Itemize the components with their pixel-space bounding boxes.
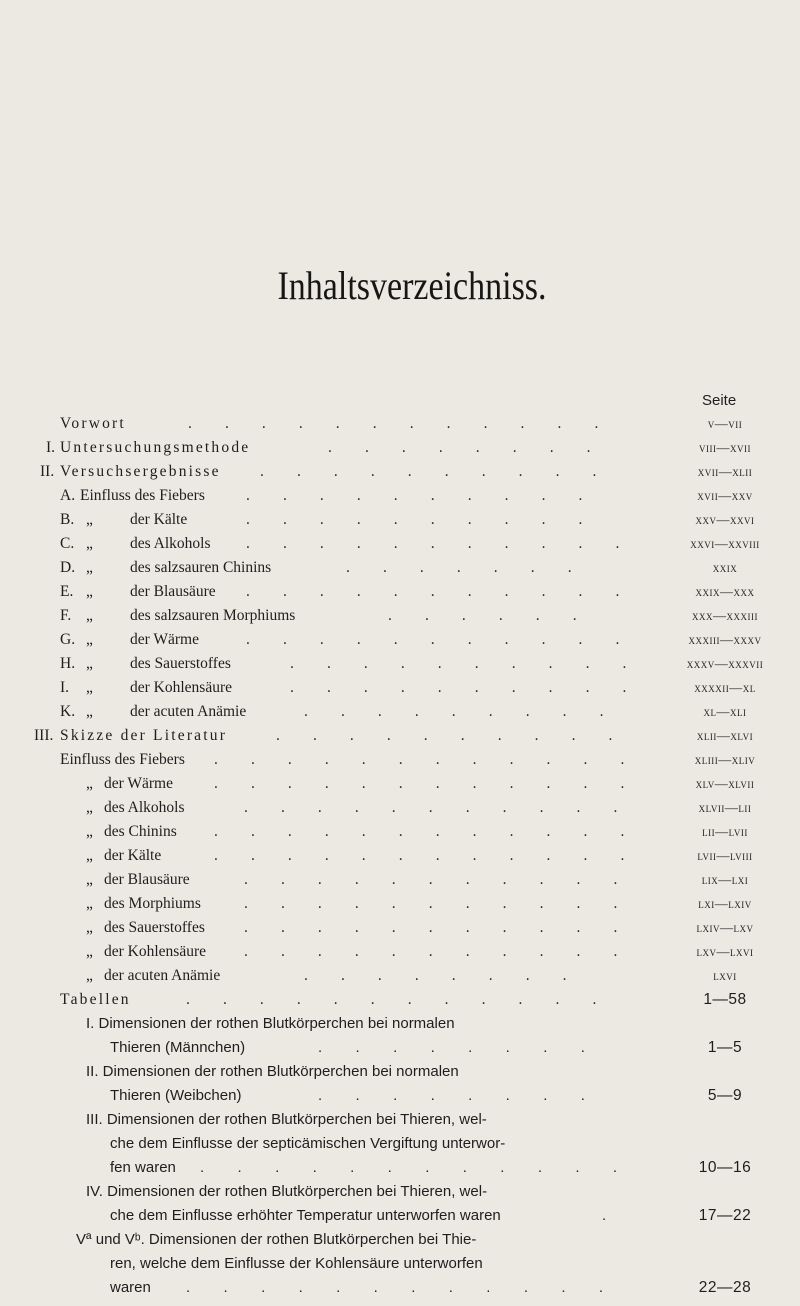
- toc-entry: G. „ der Wärme . . . . . . . . . . . xxxiii—xxxv: [0, 628, 800, 652]
- entry-label: Versuchsergebnisse: [60, 463, 221, 480]
- toc-entry: „ des Chinins . . . . . . . . . . . . lii—lvii: [0, 820, 800, 844]
- ditto-mark: „: [86, 895, 93, 912]
- entry-pages: xvii—xlii: [697, 464, 753, 479]
- entry-label: des Sauerstoffes: [130, 655, 231, 672]
- toc-entry: [0, 1180, 800, 1204]
- ditto-mark: „: [86, 559, 93, 576]
- entry-label: des Morphiums: [104, 895, 201, 912]
- entry-label: Skizze der Literatur: [60, 727, 228, 744]
- entry-pages: lxi—lxiv: [698, 896, 752, 911]
- toc-entry: C. „ des Alkohols . . . . . . . . . . . xxvi—xxviii: [0, 532, 800, 556]
- toc-entry: „ der Blausäure . . . . . . . . . . . lix—lxi: [0, 868, 800, 892]
- entry-pages: xxix: [712, 560, 738, 575]
- toc-entry: A. Einfluss des Fiebers . . . . . . . . . . xvii—xxv: [0, 484, 800, 508]
- toc-entry: E. „ der Blausäure . . . . . . . . . . . xxix—xxx: [0, 580, 800, 604]
- ditto-mark: „: [86, 799, 93, 816]
- toc-entry: Tabellen . . . . . . . . . . . . 1—58: [0, 988, 800, 1012]
- entry-label: der Kälte: [130, 511, 188, 528]
- toc-entry: „ der Wärme . . . . . . . . . . . . xlv—xlvii: [0, 772, 800, 796]
- entry-pages: xlii—xlvi: [696, 728, 754, 743]
- entry-label: che dem Einflusse der septicämischen Vergiftung unterwor-: [110, 1135, 506, 1152]
- entry-pages: 10—16: [698, 1159, 752, 1176]
- toc-entry: D. „ des salzsauren Chinins . . . . . . . xxix: [0, 556, 800, 580]
- entry-pages: xvii—xxv: [697, 488, 753, 503]
- entry-label: der Wärme: [104, 775, 173, 792]
- entry-label: ren, welche dem Einflusse der Kohlensäure unterworfen: [110, 1255, 483, 1272]
- entry-pages: viii—xvii: [699, 440, 751, 455]
- entry-label: Vorwort: [60, 415, 126, 432]
- toc-entry: fen waren . . . . . . . . . . . . 10—16: [0, 1156, 800, 1180]
- toc-entry: I. „ der Kohlensäure . . . . . . . . . . xxxxii—xl: [0, 676, 800, 700]
- entry-pages: lxvi: [713, 968, 737, 983]
- toc-entry: „ der acuten Anämie . . . . . . . . lxvi: [0, 964, 800, 988]
- ditto-mark: „: [86, 511, 93, 528]
- ditto-mark: „: [86, 535, 93, 552]
- entry-letter: F.: [60, 607, 72, 624]
- entry-pages: 1—58: [703, 991, 747, 1008]
- entry-label: des Alkohols: [130, 535, 211, 552]
- entry-pages: lvii—lviii: [697, 848, 753, 863]
- page-title: Inhaltsverzeichniss.: [277, 263, 547, 308]
- toc-entry: K. „ der acuten Anämie . . . . . . . . . xl—xli: [0, 700, 800, 724]
- entry-letter: B.: [60, 511, 75, 528]
- ditto-mark: „: [86, 823, 93, 840]
- toc-entry: „ des Alkohols . . . . . . . . . . . xlvii—lii: [0, 796, 800, 820]
- toc-entry: [0, 1228, 800, 1252]
- toc-entry: [0, 1012, 800, 1036]
- entry-label: Vª und Vᵇ. Dimensionen der rothen Blutkörperchen bei Thie-: [76, 1231, 477, 1248]
- entry-pages: xlv—xlvii: [695, 776, 755, 791]
- entry-label: der Blausäure: [104, 871, 190, 888]
- entry-label: Thieren (Weibchen): [110, 1087, 242, 1104]
- entry-number: II.: [40, 463, 55, 480]
- entry-pages: xxxiii—xxxv: [688, 632, 762, 647]
- ditto-mark: „: [86, 655, 93, 672]
- ditto-mark: „: [86, 703, 93, 720]
- entry-pages: xxxxii—xl: [694, 680, 756, 695]
- entry-label: der Kohlensäure: [104, 943, 206, 960]
- entry-pages: 22—28: [698, 1279, 752, 1296]
- toc-entry: I. Untersuchungsmethode . . . . . . . . viii—xvii: [0, 436, 800, 460]
- entry-label: Thieren (Männchen): [110, 1039, 246, 1056]
- ditto-mark: „: [86, 607, 93, 624]
- entry-label: der acuten Anämie: [130, 703, 247, 720]
- entry-label: waren: [110, 1279, 151, 1296]
- ditto-mark: „: [86, 631, 93, 648]
- entry-label: IV. Dimensionen der rothen Blutkörperchen bei Thieren, wel-: [86, 1183, 488, 1200]
- entry-label: der Blausäure: [130, 583, 216, 600]
- toc-entry: che dem Einflusse erhöhter Temperatur unterworfen waren . 17—22: [0, 1204, 800, 1228]
- entry-label: Einfluss des Fiebers: [60, 751, 185, 768]
- toc-entry: „ des Sauerstoffes . . . . . . . . . . . lxiv—lxv: [0, 916, 800, 940]
- entry-pages: 17—22: [698, 1207, 752, 1224]
- entry-pages: lix—lxi: [701, 872, 749, 887]
- entry-letter: H.: [60, 655, 76, 672]
- entry-letter: K.: [60, 703, 76, 720]
- ditto-mark: „: [86, 847, 93, 864]
- entry-label: Untersuchungsmethode: [60, 439, 251, 456]
- entry-pages: xl—xli: [703, 704, 747, 719]
- toc-entry: II. Versuchsergebnisse . . . . . . . . . . xvii—xlii: [0, 460, 800, 484]
- entry-letter: D.: [60, 559, 76, 576]
- entry-label: der Wärme: [130, 631, 199, 648]
- entry-letter: E.: [60, 583, 74, 600]
- entry-pages: 5—9: [707, 1087, 743, 1104]
- entry-label: der Kälte: [104, 847, 162, 864]
- ditto-mark: „: [86, 679, 93, 696]
- ditto-mark: „: [86, 943, 93, 960]
- toc-entry: Thieren (Männchen) . . . . . . . . 1—5: [0, 1036, 800, 1060]
- entry-label: fen waren: [110, 1159, 176, 1176]
- entry-label: I. Dimensionen der rothen Blutkörperchen bei normalen: [86, 1015, 455, 1032]
- entry-label: che dem Einflusse erhöhter Temperatur unterworfen waren: [110, 1207, 501, 1224]
- toc-entry: [0, 1132, 800, 1156]
- entry-pages: v—vii: [707, 416, 743, 431]
- ditto-mark: „: [86, 967, 93, 984]
- ditto-mark: „: [86, 583, 93, 600]
- entry-label: der Kohlensäure: [130, 679, 232, 696]
- entry-pages: xxix—xxx: [695, 584, 755, 599]
- entry-letter: I.: [60, 679, 70, 696]
- entry-pages: xxvi—xxviii: [690, 536, 760, 551]
- toc-entry: Vorwort . . . . . . . . . . . . v—vii: [0, 412, 800, 436]
- ditto-mark: „: [86, 871, 93, 888]
- entry-pages: 1—5: [707, 1039, 743, 1056]
- toc-entry: „ der Kohlensäure . . . . . . . . . . . lxv—lxvi: [0, 940, 800, 964]
- toc-entry: [0, 1252, 800, 1276]
- toc-entry: H. „ des Sauerstoffes . . . . . . . . . . xxxv—xxxvii: [0, 652, 800, 676]
- entry-label: des Chinins: [104, 823, 177, 840]
- toc-entry: III. Skizze der Literatur . . . . . . . . . . xlii—xlvi: [0, 724, 800, 748]
- entry-letter: C.: [60, 535, 75, 552]
- entry-label: III. Dimensionen der rothen Blutkörperchen bei Thieren, wel-: [86, 1111, 487, 1128]
- toc-entry: F. „ des salzsauren Morphiums . . . . . . xxx—xxxiii: [0, 604, 800, 628]
- entry-pages: lxv—lxvi: [696, 944, 754, 959]
- ditto-mark: „: [86, 919, 93, 936]
- entry-pages: xxv—xxvi: [695, 512, 755, 527]
- entry-letter: G.: [60, 631, 76, 648]
- toc-entry: B. „ der Kälte . . . . . . . . . . xxv—xxvi: [0, 508, 800, 532]
- toc-entry: „ des Morphiums . . . . . . . . . . . lxi—lxiv: [0, 892, 800, 916]
- entry-pages: lii—lvii: [702, 824, 748, 839]
- entry-number: I.: [46, 439, 56, 456]
- entry-number: III.: [34, 727, 54, 744]
- entry-letter: A.: [60, 487, 76, 504]
- toc-entry: waren . . . . . . . . . . . . 22—28: [0, 1276, 800, 1300]
- entry-label: des salzsauren Chinins: [130, 559, 272, 576]
- entry-pages: xlvii—lii: [698, 800, 752, 815]
- entry-label: Tabellen: [60, 991, 131, 1008]
- entry-label: II. Dimensionen der rothen Blutkörperchen bei normalen: [86, 1063, 459, 1080]
- toc-entry: Einfluss des Fiebers . . . . . . . . . . . . xliii—xliv: [0, 748, 800, 772]
- toc-entry: [0, 1060, 800, 1084]
- toc-entry: [0, 1108, 800, 1132]
- toc-entry: „ der Kälte . . . . . . . . . . . . lvii—lviii: [0, 844, 800, 868]
- entry-pages: lxiv—lxv: [696, 920, 754, 935]
- entry-pages: xliii—xliv: [694, 752, 756, 767]
- entry-label: des Sauerstoffes: [104, 919, 205, 936]
- entry-pages: xxxv—xxxvii: [686, 656, 764, 671]
- entry-label: Einfluss des Fiebers: [80, 487, 205, 504]
- seite-column-header: Seite: [702, 392, 737, 409]
- entry-label: der acuten Anämie: [104, 967, 221, 984]
- toc-entry: Thieren (Weibchen) . . . . . . . . 5—9: [0, 1084, 800, 1108]
- entry-pages: xxx—xxxiii: [692, 608, 758, 623]
- entry-label: des salzsauren Morphiums: [130, 607, 296, 624]
- ditto-mark: „: [86, 775, 93, 792]
- entry-label: des Alkohols: [104, 799, 185, 816]
